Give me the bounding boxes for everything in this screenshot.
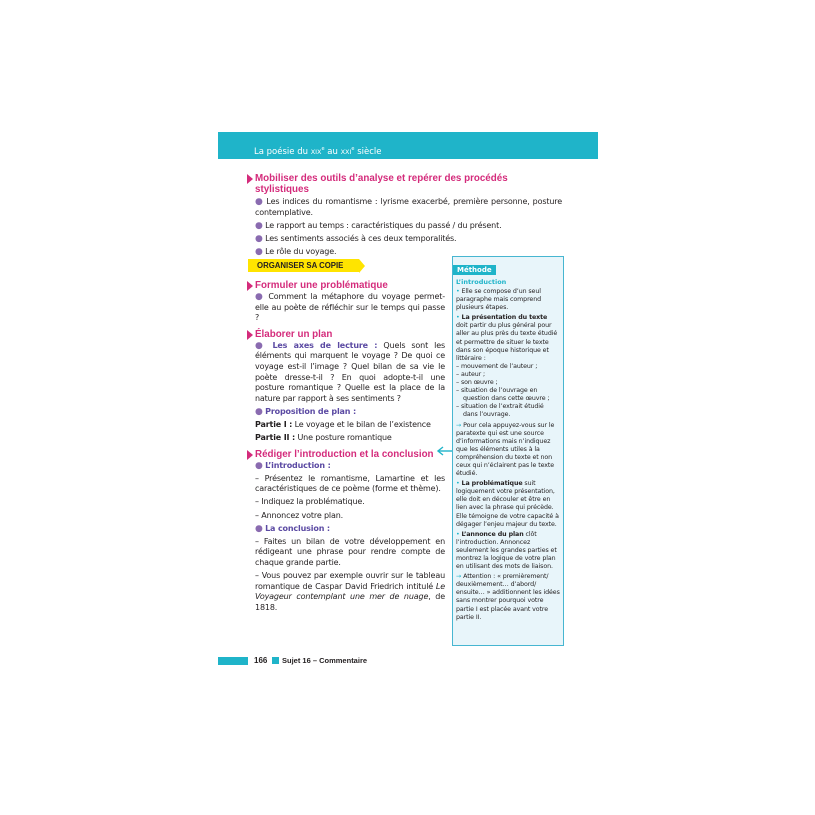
page-number: 166: [254, 656, 268, 665]
section-title: Élaborer un plan: [255, 329, 445, 340]
list-item: – Faites un bilan de votre développement en rédigeant une phrase pour rendre compte de chaque grande partie.: [255, 536, 445, 567]
left-column: [255, 255, 445, 613]
axes-text: ● Les axes de lecture : Quels sont les éléments qui marquent le voyage ? De quoi ce voyage est-il l’image ? Quel bilan de sa vie le poète dresse-t-il ? En quoi adopte-t-il une posture romantique ? Quelle est la place de la nature par rapport à ses sentiments ?: [255, 340, 445, 403]
list-item: ● Les indices du romantisme : lyrisme exacerbé, première personne, posture contemplative.: [255, 197, 562, 217]
list-item: ● Les sentiments associés à ces deux temporalités.: [255, 233, 457, 244]
plan-proposal: ● Proposition de plan :: [255, 406, 357, 417]
method-list: – mouvement de l’auteur ; – auteur ; – son œuvre ; – situation de l’ouvrage en question dans cette œuvre ; – situation de l’extrait étudié dans l’ouvrage.: [456, 362, 550, 419]
list-item: – Annoncez votre plan.: [255, 510, 344, 520]
method-paragraph: • L’annonce du plan clôt l’introduction. Annoncez seulement les grandes parties et montrez la logique de votre plan en utilisant des mots de liaison.: [456, 530, 557, 571]
section-banner: ORGANISER SA COPIE: [248, 259, 359, 272]
list-item: ● Le rapport au temps : caractéristiques du passé / du présent.: [255, 220, 502, 231]
list-item: ● Le rôle du voyage.: [255, 246, 337, 257]
section-title: Formuler une problématique: [255, 280, 445, 291]
footer-bar: [218, 657, 248, 665]
section-stylistics: [255, 173, 562, 257]
intro-label: ● L’introduction :: [255, 460, 331, 471]
method-heading: Méthode: [453, 265, 496, 275]
problem-text: ● Comment la métaphore du voyage permet-elle au poète de réfléchir sur le temps qui passe ?: [255, 292, 446, 323]
method-subtitle: L’introduction: [456, 278, 507, 286]
list-item: – Vous pouvez par exemple ouvrir sur le tableau romantique de Caspar David Friedrich intitulé Le Voyageur contemplant une mer de nuage, de 1818.: [255, 570, 445, 612]
method-paragraph: • La présentation du texte doit partir du plus général pour aller au plus près du texte étudié et permettre de situer le texte dans son époque historique et littéraire :: [456, 314, 558, 362]
method-box: [452, 256, 564, 646]
footer-title: Sujet 16 – Commentaire: [282, 656, 368, 665]
method-paragraph: → Attention : « premièrement/ deuxièmement… d’abord/ ensuite… » additionnent les idées sans montrer pourquoi votre partie I est placée avant votre partie II.: [456, 573, 560, 621]
method-paragraph: • Elle se compose d’un seul paragraphe mais comprend plusieurs étapes.: [456, 288, 541, 312]
triangle-icon: [247, 450, 253, 460]
method-paragraph: → Pour cela appuyez-vous sur le paratexte qui est une source d’informations mais n’indiquez que les éléments utiles à la compréhension du texte et non ceux qui n’éclairent pas le texte étudié.: [456, 421, 555, 478]
plan-part: Partie II : Une posture romantique: [255, 433, 392, 443]
list-item: – Indiquez la problématique.: [255, 497, 365, 507]
section-title: Mobiliser des outils d’analyse et repérer des procédés stylistiques: [255, 173, 562, 195]
triangle-icon: [247, 330, 253, 340]
triangle-icon: [247, 281, 253, 291]
footer-square: [272, 657, 279, 664]
triangle-icon: [247, 174, 253, 184]
plan-part: Partie I : Le voyage et le bilan de l’existence: [255, 419, 431, 429]
section-title: Rédiger l’introduction et la conclusion: [255, 449, 445, 460]
chapter-header: [218, 132, 598, 159]
chapter-title: La poésie du XIXe au XXIe siècle: [254, 146, 382, 157]
method-paragraph: • La problématique suit logiquement votre présentation, elle doit en découler et être en lien avec la phrase qui précède. Elle témoigne de votre capacité à dégager l’enjeu majeur du texte.: [456, 480, 559, 528]
conclusion-label: ● La conclusion :: [255, 523, 330, 534]
list-item: – Présentez le romantisme, Lamartine et les caractéristiques de ce poème (forme et thème).: [255, 473, 445, 494]
